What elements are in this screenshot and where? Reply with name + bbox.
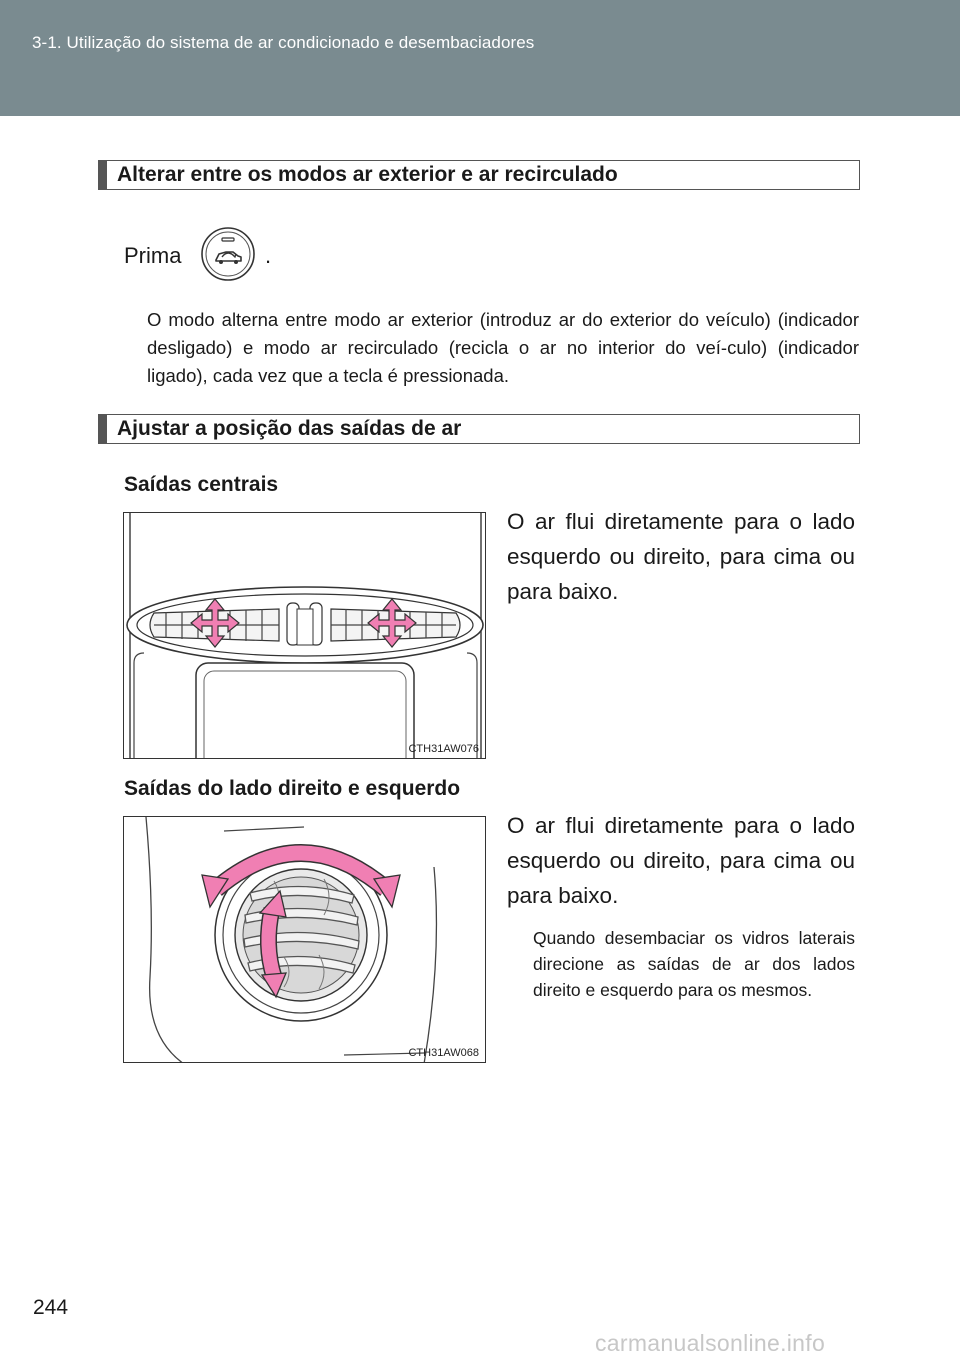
section-heading-recirculation — [98, 160, 860, 190]
side-vents-title: Saídas do lado direito e esquerdo — [124, 777, 461, 800]
header-title: 3-1. Utilização do sistema de ar condicionado e desembaciadores — [32, 33, 535, 52]
prima-end: . — [265, 243, 272, 268]
figure-code: CTH31AW068 — [408, 1047, 479, 1059]
figure-code: CTH31AW076 — [408, 743, 479, 755]
side-vents-description: O ar flui diretamente para o lado esquerdo ou direito, para cima ou para baixo. — [507, 813, 855, 908]
watermark: carmanualsonline.info — [595, 1330, 826, 1356]
center-vents-description: O ar flui diretamente para o lado esquerdo ou direito, para cima ou para baixo. — [507, 509, 855, 604]
center-vents-title: Saídas centrais — [124, 473, 279, 496]
side-vents-note: Quando desembaciar os vidros laterais direcione as saídas de ar dos lados direito e esquerdo para os mesmos. — [533, 928, 855, 1000]
section-heading-vents — [98, 414, 860, 444]
side-vents-figure — [123, 816, 486, 1063]
center-vents-figure — [123, 512, 486, 759]
section-heading-text: Ajustar a posição das saídas de ar — [117, 417, 462, 440]
page-number: 244 — [33, 1296, 69, 1319]
section-heading-text: Alterar entre os modos ar exterior e ar recirculado — [117, 163, 618, 186]
prima-label: Prima — [124, 243, 182, 268]
header-band — [0, 0, 960, 116]
recirculation-description: O modo alterna entre modo ar exterior (introduz ar do exterior do veículo) (indicador desligado) e modo ar recirculado (recicla o ar no interior do veí-culo) (indicador ligado), cada vez que a tecla é pressionada. — [147, 309, 859, 386]
recirculation-button-icon — [200, 226, 256, 282]
